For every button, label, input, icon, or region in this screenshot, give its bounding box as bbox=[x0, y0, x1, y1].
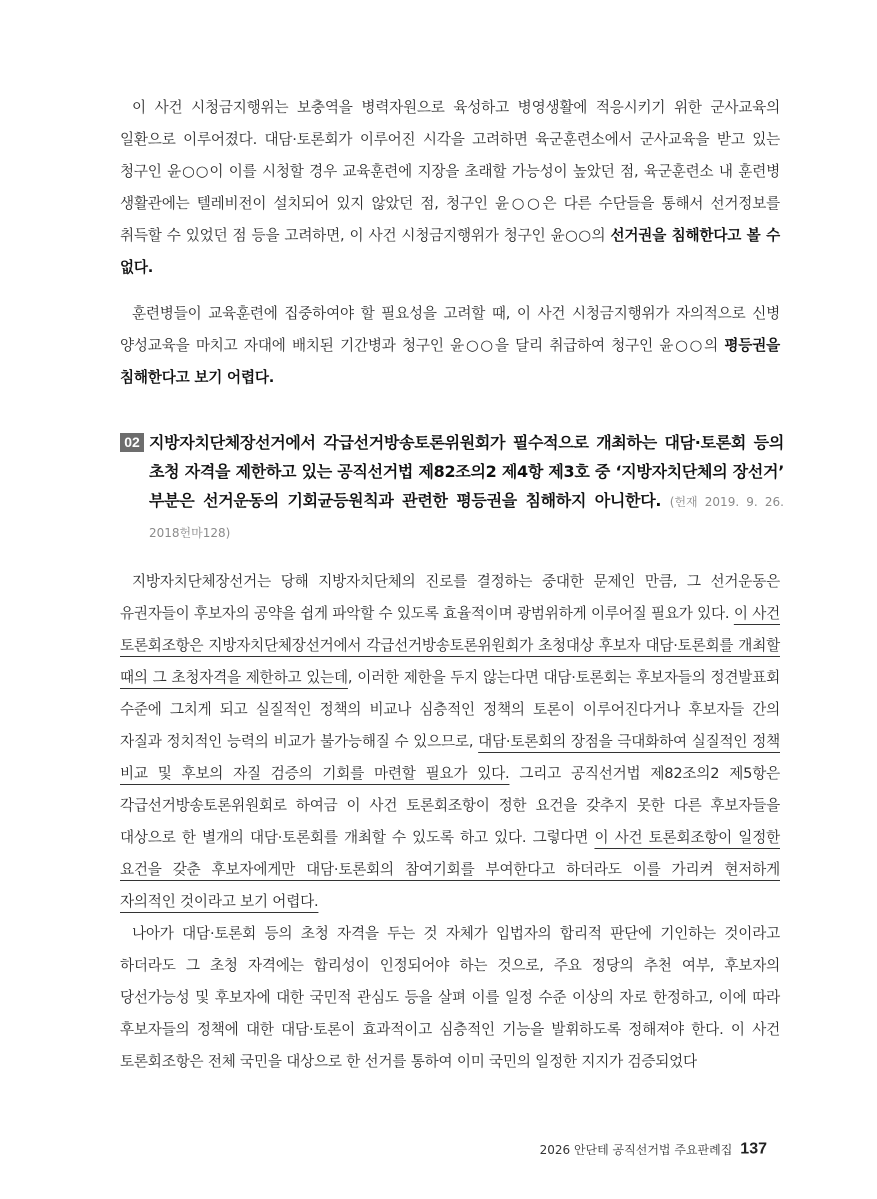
paragraph-text: 나아가 대담·토론회 등의 초청 자격을 두는 것 자체가 입법자의 합리적 판단에 기인하는 것이라고 하더라도 그 초청 자격에는 합리성이 인정되어야 하는 것으로, 주요 정당의 추천 여부, 후보자의 당선가능성 및 후보자에 대한 국민적 관심도 등을 살펴 이를 일정 수준 이상의 자로 한정하고, 이에 따라 후보자들의 정책에 대한 대담·토론이 효과적이고 심층적인 기능을 발휘하도록 정해져야 한다. 이 사건 토론회조항은 전체 국민을 대상으로 한 선거를 통하여 이미 국민의 일정한 지지가 검증되었다 bbox=[120, 925, 780, 1070]
paragraph-text: 지방자치단체장선거는 당해 지방자치단체의 진로를 결정하는 중대한 문제인 만큼, 그 선거운동은 유권자들이 후보자의 공약을 쉽게 파악할 수 있도록 효율적이며 광범위하게 이루어질 필요가 있다. bbox=[120, 573, 780, 622]
underlined-text: 대담·토론회의 장점을 극대화하여 실질적인 정책 비교 및 후보의 자질 검증의 기회를 마련할 필요가 있다. bbox=[120, 733, 780, 782]
paragraph-viewing-ban-equality bbox=[120, 298, 780, 394]
page-footer bbox=[540, 1139, 767, 1159]
paragraph-text: 그리고 공직선거법 제82조의2 제5항은 각급선거방송토론위원회로 하여금 이 사건 토론회조항이 정한 요건을 갖추지 못한 다른 후보자들을 대상으로 한 별개의 대담·토론회를 개최할 수 있도록 하고 있다. 그렇다면 bbox=[120, 765, 780, 846]
underlined-text: 이 사건 토론회조항이 일정한 요건을 갖춘 후보자에게만 대담·토론회의 참여기회를 부여한다고 하더라도 이를 가리켜 현저하게 자의적인 것이라고 보기 어렵다. bbox=[120, 829, 780, 910]
book-title: 2026 안단테 공직선거법 주요판례집 bbox=[539, 1143, 733, 1157]
page-number: 137 bbox=[740, 1140, 767, 1158]
paragraph-debate-eligibility bbox=[120, 566, 780, 918]
case-holding bbox=[149, 428, 784, 548]
paragraph-invitation-criteria bbox=[120, 918, 780, 1078]
case-number-badge: 02 bbox=[120, 433, 144, 452]
underlined-text: 이 사건 토론회조항은 지방자치단체장선거에서 각급선거방송토론위원회가 초청대상 후보자 대담·토론회를 개최할 때의 그 초청자격을 제한하고 있는데 bbox=[120, 605, 780, 686]
paragraph-viewing-ban-voting-right bbox=[120, 92, 780, 284]
paragraph-text: 훈련병들이 교육훈련에 집중하여야 할 필요성을 고려할 때, 이 사건 시청금지행위가 자의적으로 신병 양성교육을 마치고 자대에 배치된 기간병과 청구인 윤○○을 달리 취급하여 청구인 윤○○의 bbox=[120, 305, 780, 354]
case-heading bbox=[120, 428, 784, 548]
paragraph-conclusion: 평등권을 침해한다고 보기 어렵다. bbox=[120, 337, 780, 386]
case-citation: (헌재 2019. 9. 26. 2018헌마128) bbox=[149, 495, 784, 540]
case-holding-text: 지방자치단체장선거에서 각급선거방송토론위원회가 필수적으로 개최하는 대담·토론회 등의 초청 자격을 제한하고 있는 공직선거법 제82조의2 제4항 제3호 중 ‘지방자치단체의 장선거’ 부분은 선거운동의 기회균등원칙과 관련한 평등권을 침해하지 아니한다. bbox=[149, 433, 784, 510]
paragraph-conclusion: 선거권을 침해한다고 볼 수 없다. bbox=[120, 227, 780, 276]
paragraph-text: 이 사건 시청금지행위는 보충역을 병력자원으로 육성하고 병영생활에 적응시키기 위한 군사교육의 일환으로 이루어졌다. 대담·토론회가 이루어진 시각을 고려하면 육군훈련소에서 군사교육을 받고 있는 청구인 윤○○이 이를 시청할 경우 교육훈련에 지장을 초래할 가능성이 높았던 점, 육군훈련소 내 훈련병 생활관에는 텔레비전이 설치되어 있지 않았던 점, 청구인 윤○○은 다른 수단들을 통해서 선거정보를 취득할 수 있었던 점 등을 고려하면, 이 사건 시청금지행위가 청구인 윤○○의 bbox=[120, 99, 780, 244]
paragraph-text: , 이러한 제한을 두지 않는다면 대담·토론회는 후보자들의 정견발표회 수준에 그치게 되고 실질적인 정책의 비교나 심층적인 정책의 토론이 이루어진다거나 후보자들 간의 자질과 정치적인 능력의 비교가 불가능해질 수 있으므로, bbox=[120, 669, 780, 750]
